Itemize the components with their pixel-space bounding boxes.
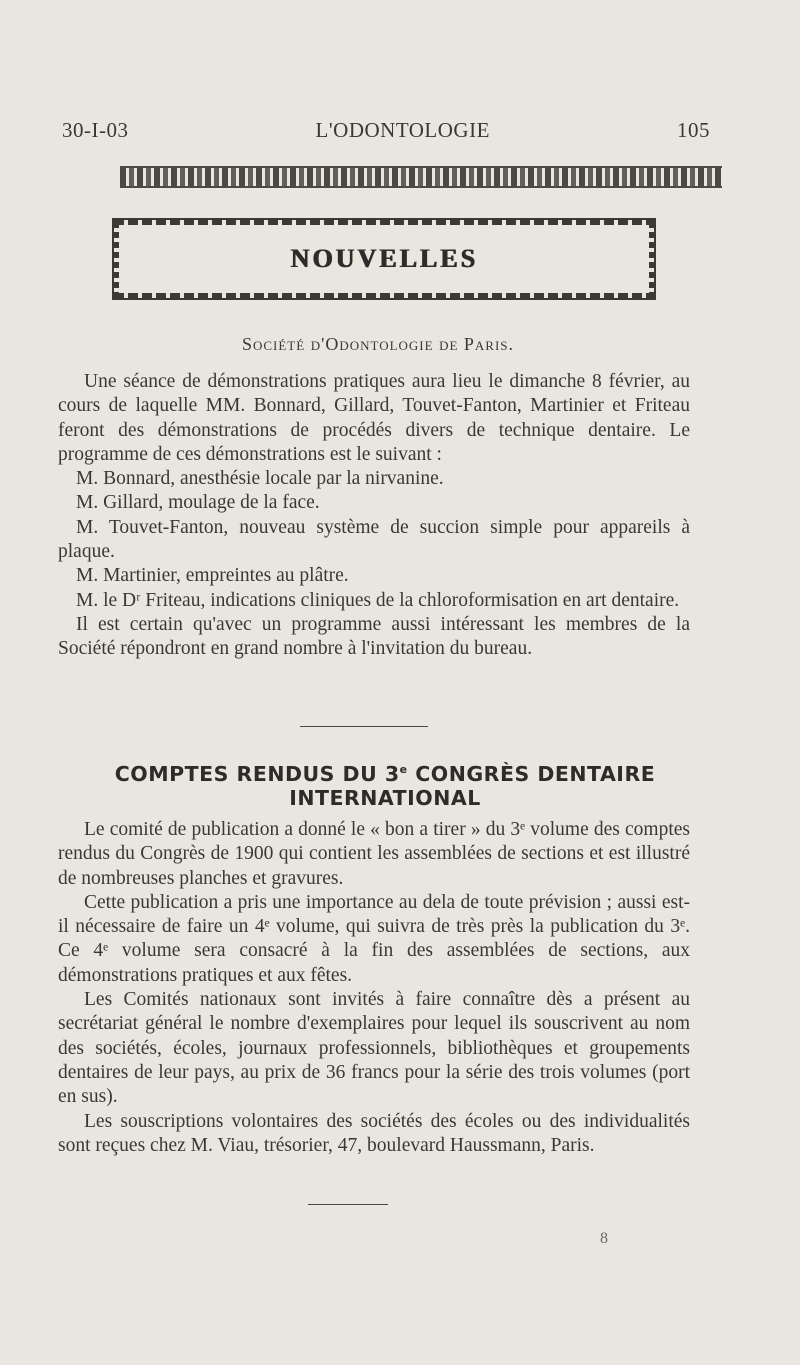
nouvelles-title: NOUVELLES <box>290 244 478 273</box>
programme-item: M. Martinier, empreintes au plâtre. <box>76 565 349 587</box>
congres-heading-line2: INTERNATIONAL <box>289 785 481 810</box>
societe-intro: Une séance de démonstrations pratiques aura lieu le dimanche 8 février, au cours de laquelle MM. Bonnard, Gillard, Touvet-Fanton, Martinier et Friteau feront des démonstrations de procédés divers de technique dentaire. Le programme de ces démonstrations est le suivant : <box>58 371 690 465</box>
programme-item: M. Gillard, moulage de la face. <box>76 492 320 514</box>
societe-heading: Société d'Odontologie de Paris. <box>241 334 515 354</box>
congres-heading <box>60 758 710 810</box>
programme-item: M. le Dʳ Friteau, indications cliniques de la chloroformisation en art dentaire. <box>76 589 680 611</box>
societe-closing: Il est certain qu'avec un programme aussi intéressant les membres de la Société répondront en grand nombre à l'invitation du bureau. <box>58 613 690 660</box>
congres-paragraph: Cette publication a pris une importance au dela de toute prévision ; aussi est-il nécessaire de faire un 4ᵉ volume, qui suivra de très près la publication du 3ᵉ. Ce 4ᵉ volume sera consacré à la fin des assemblées de sections, aux démonstrations pratiques et aux fêtes. <box>58 891 690 986</box>
programme-item: M. Bonnard, anesthésie locale par la nirvanine. <box>76 468 444 490</box>
journal-title: L'ODONTOLOGIE <box>315 118 490 142</box>
congres-heading-part2: CONGRÈS DENTAIRE <box>407 761 656 786</box>
page-number: 105 <box>676 118 710 142</box>
ornamental-band <box>120 166 722 188</box>
congres-paragraph: Les Comités nationaux sont invités à faire connaître dès a présent au secrétariat général le nombre d'exemplaires pour lequel ils souscrivent au nom des sociétés, écoles, journaux professionnels, bibliothèques et groupements dentaires de leur pays, au prix de 36 francs pour la série des trois volumes (port en sus). <box>58 989 690 1108</box>
congres-heading-part1: COMPTES RENDUS DU 3 <box>114 761 400 786</box>
signature-mark: 8 <box>600 1230 608 1247</box>
congres-section <box>58 818 690 1158</box>
section-divider <box>300 726 428 727</box>
congres-paragraph: Les souscriptions volontaires des sociétés des écoles ou des individualités sont reçues chez M. Viau, trésorier, 47, boulevard Haussmann, Paris. <box>58 1110 690 1156</box>
societe-section <box>58 370 690 662</box>
nouvelles-frame <box>112 218 656 300</box>
issue-date: 30-I-03 <box>62 118 129 142</box>
congres-paragraph: Le comité de publication a donné le « bon a tirer » du 3ᵉ volume des comptes rendus du Congrès de 1900 qui contient les assemblées de sections et est illustré de nombreuses planches et gravures. <box>58 819 690 889</box>
closing-divider <box>308 1204 388 1205</box>
congres-heading-sup: e <box>399 763 408 776</box>
running-head <box>62 118 710 143</box>
programme-item: M. Touvet-Fanton, nouveau système de succion simple pour appareils à plaque. <box>58 516 690 563</box>
